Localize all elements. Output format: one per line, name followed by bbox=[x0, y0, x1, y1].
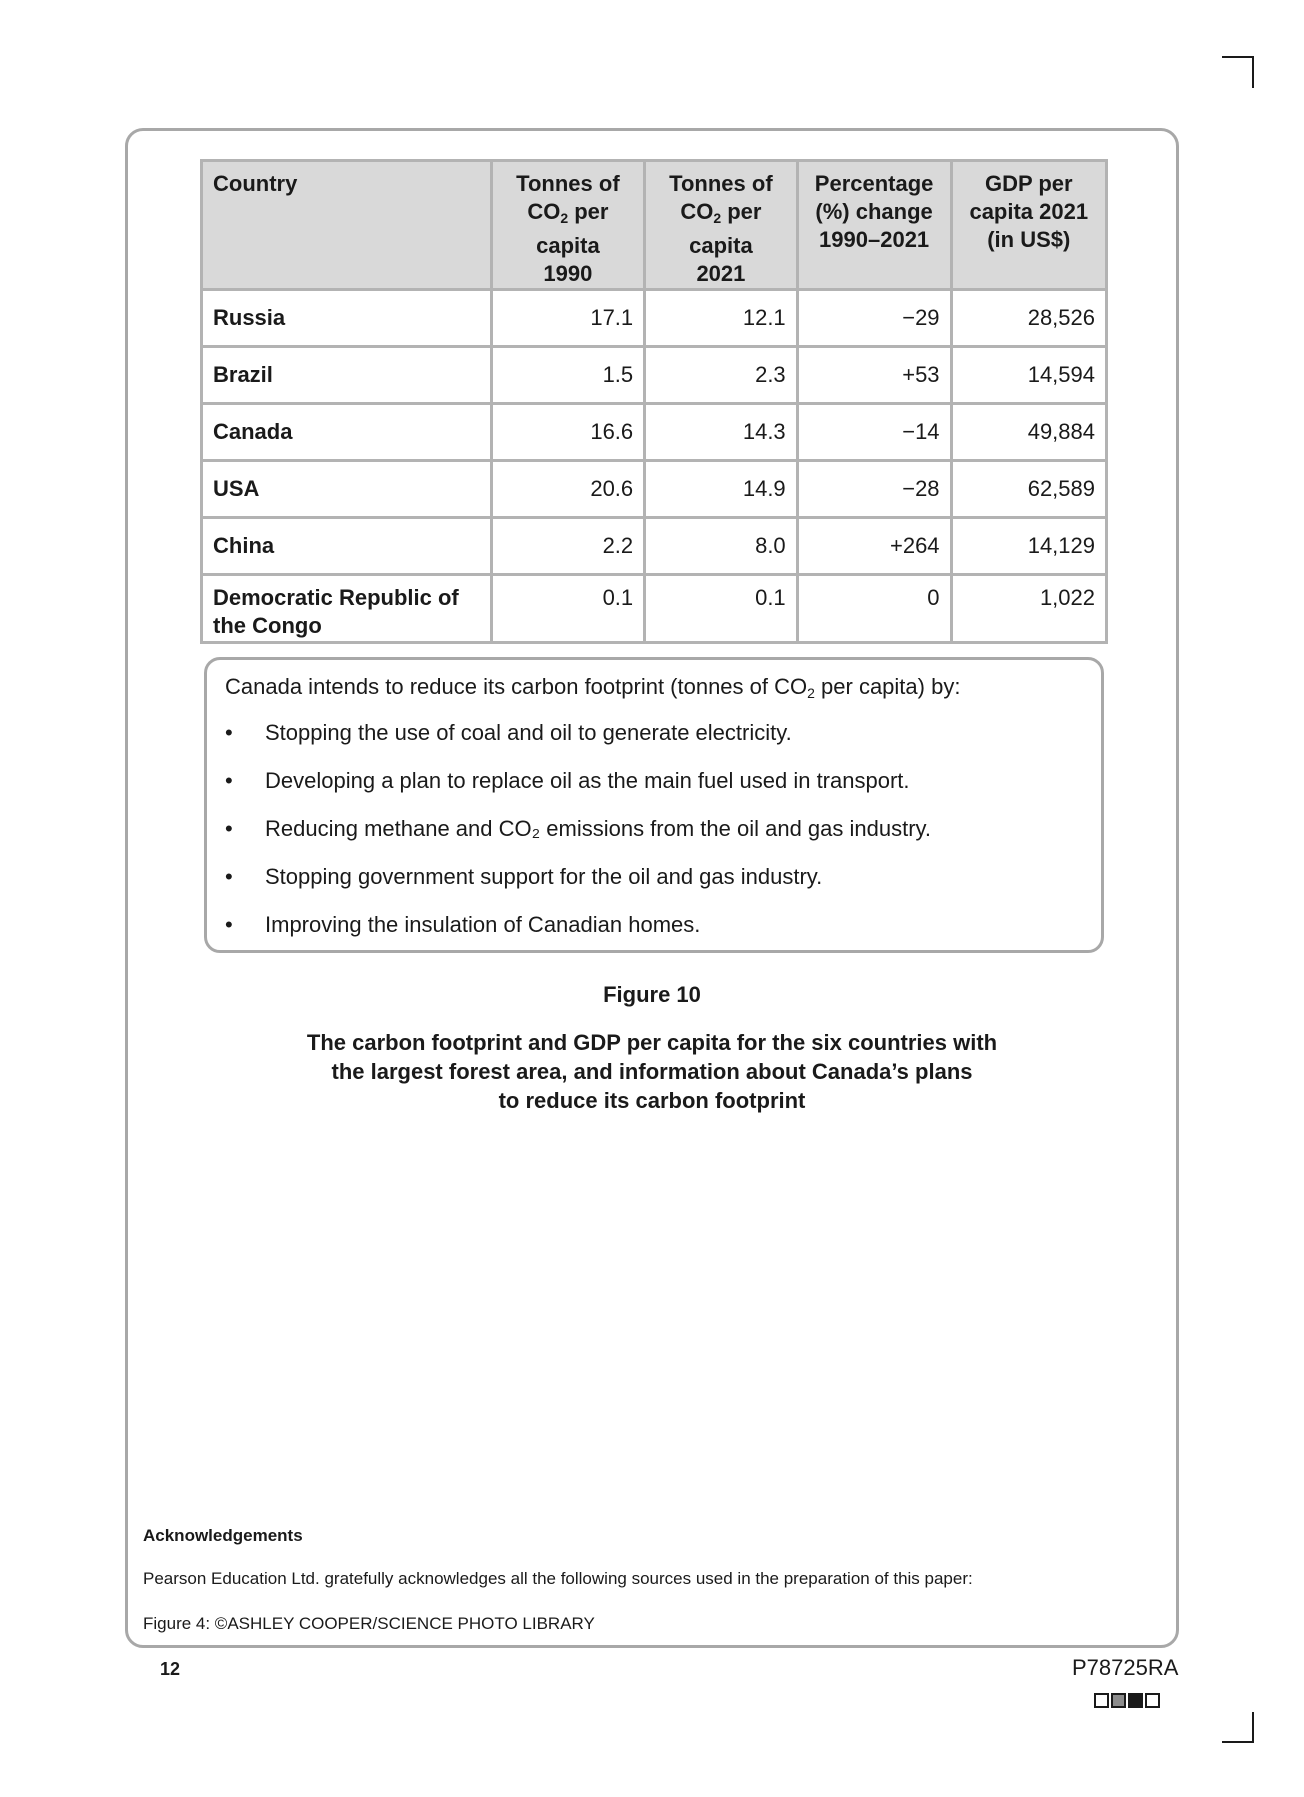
header-co2-1990: Tonnes of $CO_2$ per capita 1990 bbox=[491, 161, 645, 290]
cell-co2-1990: 16.6 bbox=[491, 404, 645, 461]
cell-pct-change: +264 bbox=[797, 518, 951, 575]
table-row bbox=[202, 518, 1107, 575]
cell-country: Canada bbox=[202, 404, 492, 461]
cell-co2-1990: 2.2 bbox=[491, 518, 645, 575]
acknowledgements-text: Pearson Education Ltd. gratefully acknowledges all the following sources used in the preparation of this paper: bbox=[143, 1569, 973, 1588]
table-row bbox=[202, 347, 1107, 404]
cell-co2-2021: 14.9 bbox=[645, 461, 798, 518]
acknowledgements-text: Figure 4: ©ASHLEY COOPER/SCIENCE PHOTO LIBRARY bbox=[143, 1614, 595, 1633]
cell-co2-1990: 0.1 bbox=[491, 575, 645, 643]
cell-pct-change: −14 bbox=[797, 404, 951, 461]
cell-co2-2021: 2.3 bbox=[645, 347, 798, 404]
bullet-icon: • bbox=[225, 816, 233, 841]
bullet-icon: • bbox=[225, 912, 233, 937]
cell-co2-2021: 8.0 bbox=[645, 518, 798, 575]
crop-mark-bottom-right bbox=[1222, 1741, 1254, 1743]
cell-country: China bbox=[202, 518, 492, 575]
cell-country: Russia bbox=[202, 290, 492, 347]
cell-gdp: 14,594 bbox=[951, 347, 1106, 404]
cell-country: Brazil bbox=[202, 347, 492, 404]
figure-caption-line: The carbon footprint and GDP per capita for the six countries with bbox=[306, 1030, 998, 1055]
paper-code: P78725RA bbox=[1072, 1655, 1179, 1680]
header-pct-change: Percentage (%) change 1990–2021 bbox=[797, 161, 951, 290]
list-item: • Improving the insulation of Canadian homes. bbox=[225, 912, 701, 937]
header-co2-2021: Tonnes of $CO_2$ per capita 2021 bbox=[645, 161, 798, 290]
cell-pct-change: −28 bbox=[797, 461, 951, 518]
cell-gdp: 62,589 bbox=[951, 461, 1106, 518]
list-item: • Developing a plan to replace oil as the main fuel used in transport. bbox=[225, 768, 910, 793]
bullet-icon: • bbox=[225, 720, 233, 745]
header-gdp: GDP per capita 2021 (in US$) bbox=[951, 161, 1106, 290]
figure-label: Figure 10 bbox=[603, 982, 701, 1007]
cell-co2-1990: 17.1 bbox=[491, 290, 645, 347]
crop-mark-top-right bbox=[1222, 56, 1254, 58]
header-country: Country bbox=[202, 161, 492, 290]
cell-co2-2021: 12.1 bbox=[645, 290, 798, 347]
barcode-icon bbox=[1094, 1693, 1162, 1708]
plans-list bbox=[225, 720, 931, 960]
cell-pct-change: +53 bbox=[797, 347, 951, 404]
crop-mark-bottom-right-vertical bbox=[1252, 1712, 1254, 1743]
acknowledgements-heading: Acknowledgements bbox=[143, 1526, 303, 1545]
cell-gdp: 1,022 bbox=[951, 575, 1106, 643]
canada-plans-box bbox=[204, 657, 1104, 953]
cell-country: USA bbox=[202, 461, 492, 518]
bullet-icon: • bbox=[225, 864, 233, 889]
co2-gdp-table bbox=[200, 159, 1108, 644]
table-header-row bbox=[202, 161, 1107, 290]
cell-pct-change: −29 bbox=[797, 290, 951, 347]
bullet-icon: • bbox=[225, 768, 233, 793]
crop-mark-top-right-vertical bbox=[1252, 56, 1254, 88]
list-item: • Stopping the use of coal and oil to generate electricity. bbox=[225, 720, 792, 745]
cell-co2-2021: 14.3 bbox=[645, 404, 798, 461]
cell-gdp: 49,884 bbox=[951, 404, 1106, 461]
cell-pct-change: 0 bbox=[797, 575, 951, 643]
list-item: • Reducing methane and CO₂ emissions from the oil and gas industry. bbox=[225, 816, 932, 841]
table-row bbox=[202, 404, 1107, 461]
cell-co2-1990: 20.6 bbox=[491, 461, 645, 518]
list-item: • Stopping government support for the oil and gas industry. bbox=[225, 864, 823, 889]
plans-intro: Canada intends to reduce its carbon footprint (tonnes of $CO_2$ per capita) by: bbox=[225, 674, 961, 701]
cell-gdp: 14,129 bbox=[951, 518, 1106, 575]
figure-caption-line: to reduce its carbon footprint bbox=[498, 1088, 806, 1113]
table-row bbox=[202, 290, 1107, 347]
cell-gdp: 28,526 bbox=[951, 290, 1106, 347]
figure-caption-line: the largest forest area, and information about Canada’s plans bbox=[331, 1059, 973, 1084]
table-row bbox=[202, 461, 1107, 518]
table-row bbox=[202, 575, 1107, 643]
cell-country: Democratic Republic of the Congo bbox=[202, 575, 492, 643]
cell-co2-2021: 0.1 bbox=[645, 575, 798, 643]
cell-co2-1990: 1.5 bbox=[491, 347, 645, 404]
page-number: 12 bbox=[160, 1659, 181, 1679]
